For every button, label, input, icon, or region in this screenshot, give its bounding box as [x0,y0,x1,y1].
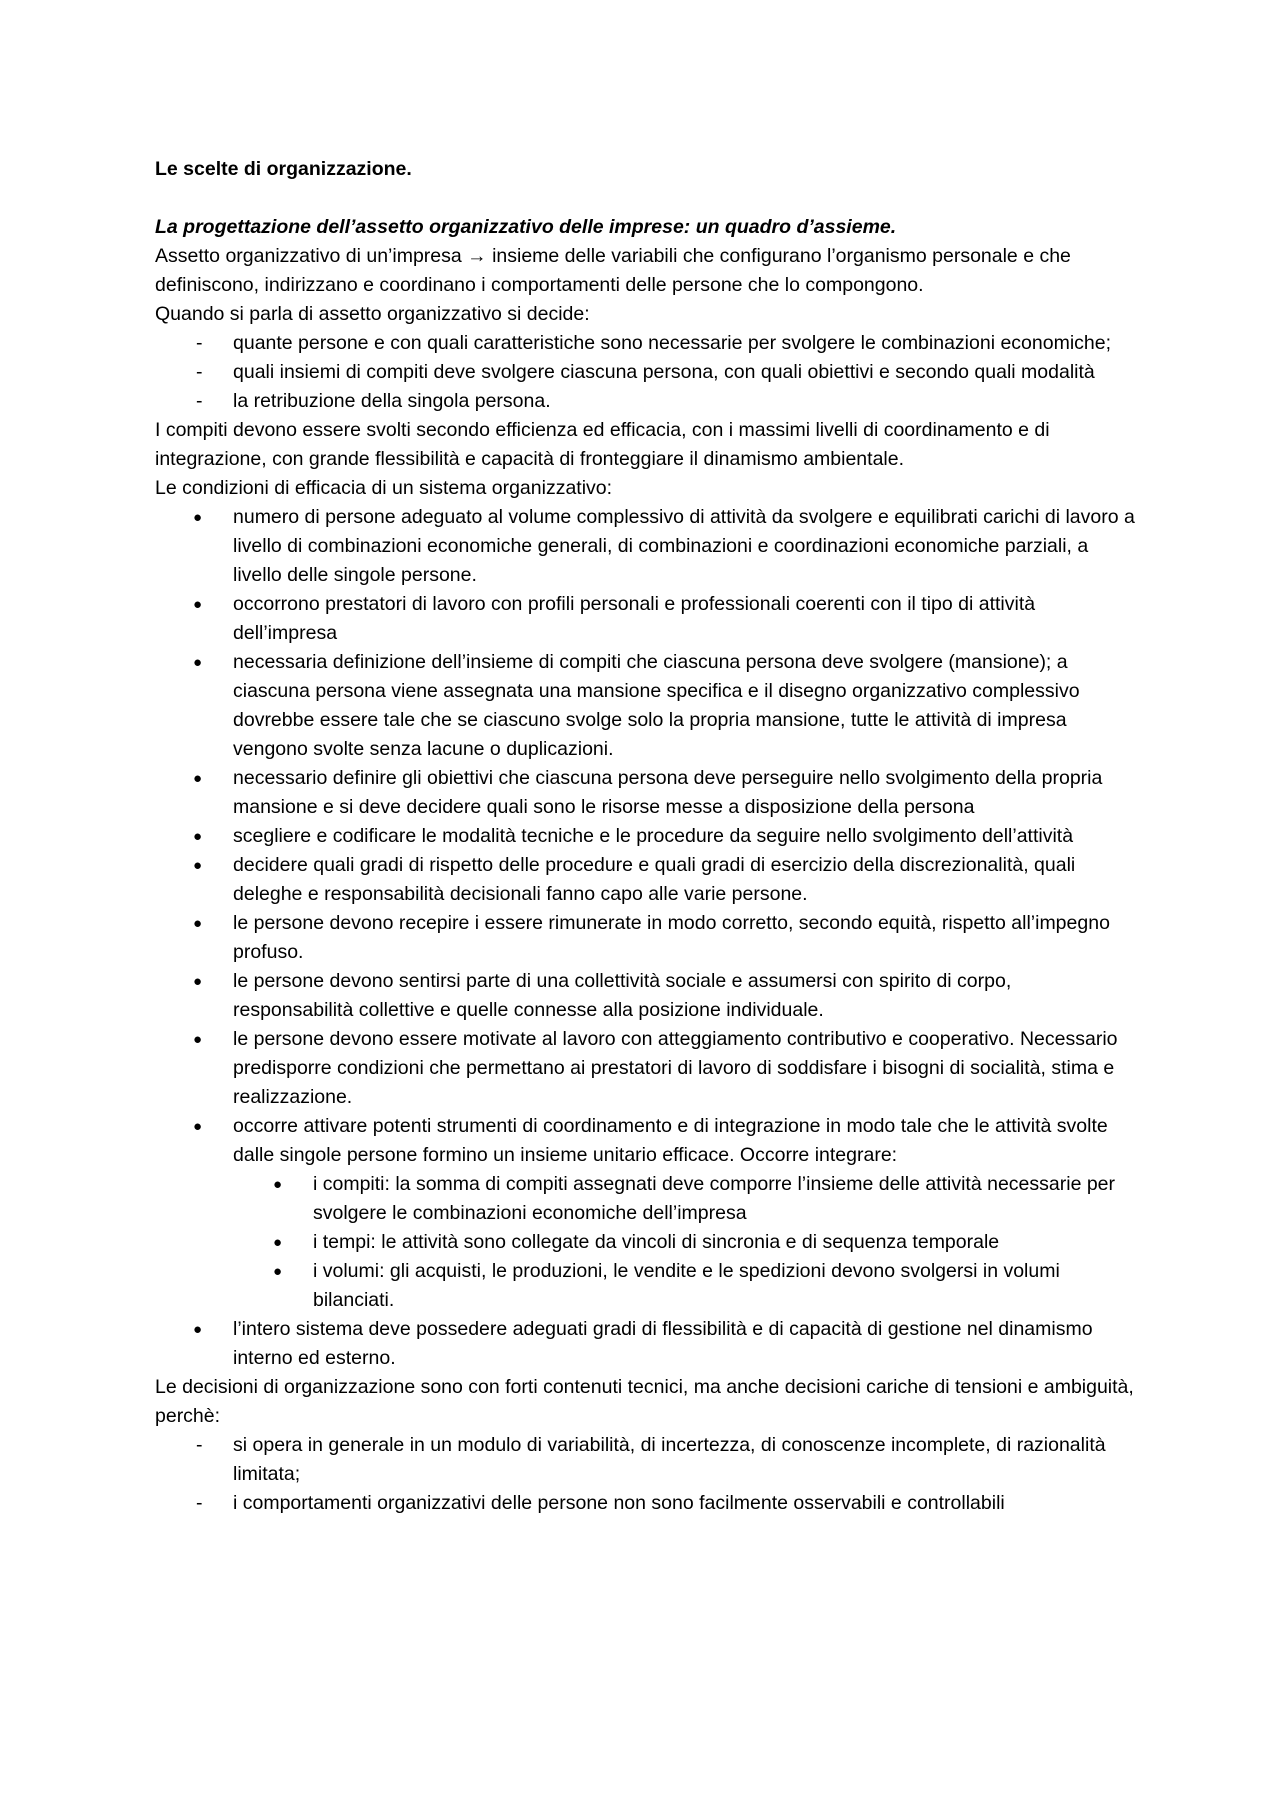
sub-list-item: ● i tempi: le attività sono collegate da vincoli di sincronia e di sequenza temporale [233,1228,1135,1257]
list-item: ● necessario definire gli obiettivi che ciascuna persona deve perseguire nello svolgimento della propria mansione e si deve decidere quali sono le risorse messe a disposizione della persona [155,764,1135,822]
intro-paragraph: Assetto organizzativo di un’impresa → insieme delle variabili che configurano l’organismo personale e che definiscono, indirizzano e coordinano i comportamenti delle persone che lo compongono. [155,245,1071,296]
list-item: - si opera in generale in un modulo di variabilità, di incertezza, di conoscenze incomplete, di razionalità limitata; [155,1431,1135,1489]
list-item: - i comportamenti organizzativi delle persone non sono facilmente osservabili e controllabili [155,1489,1135,1518]
paragraph-decisioni: Le decisioni di organizzazione sono con forti contenuti tecnici, ma anche decisioni cariche di tensioni e ambiguità, perchè: [155,1376,1134,1427]
list-item: - quante persone e con quali caratteristiche sono necessarie per svolgere le combinazioni economiche; [155,329,1135,358]
list-item: ● le persone devono recepire i essere rimunerate in modo corretto, secondo equità, rispetto all’impegno profuso. [155,909,1135,967]
intro-lead-in: Quando si parla di assetto organizzativo si decide: [155,303,590,325]
sub-list-item: ● i compiti: la somma di compiti assegnati deve comporre l’insieme delle attività necessarie per svolgere le combinazioni economiche dell’impresa [233,1170,1135,1228]
sub-list-item: ● i volumi: gli acquisti, le produzioni, le vendite e le spedizioni devono svolgersi in volumi bilanciati. [233,1257,1135,1315]
list-item: ● necessaria definizione dell’insieme di compiti che ciascuna persona deve svolgere (mansione); a ciascuna persona viene assegnata una mansione specifica e il disegno organizzativo complessivo dovrebbe essere tale che se ciascuno svolge solo la propria mansione, tutte le attività di impresa vengono svolte senza lacune o duplicazioni. [155,648,1135,764]
list-item: ● decidere quali gradi di rispetto delle procedure e quali gradi di esercizio della discrezionalità, quali deleghe e responsabilità decisionali fanno capo alle varie persone. [155,851,1135,909]
document-title: Le scelte di organizzazione. [155,158,412,180]
list-item-text: occorre attivare potenti strumenti di coordinamento e di integrazione in modo tale che le attività svolte dalle singole persone formino un insieme unitario efficace. Occorre integrare: [233,1115,1108,1166]
list-item: ● occorrono prestatori di lavoro con profili personali e professionali coerenti con il tipo di attività dell’impresa [155,590,1135,648]
list-item: - la retribuzione della singola persona. [155,387,1135,416]
list-item: - quali insiemi di compiti deve svolgere ciascuna persona, con quali obiettivi e secondo quali modalità [155,358,1135,387]
integrate-list [233,1170,1135,1315]
reasons-list [155,1431,1135,1518]
list-item: ● le persone devono essere motivate al lavoro con atteggiamento contributivo e cooperativo. Necessario predisporre condizioni che permettano ai prestatori di lavoro di soddisfare i bisogni di socialità, stima e realizzazione. [155,1025,1135,1112]
document-body [155,155,1135,1518]
paragraph-condizioni: Le condizioni di efficacia di un sistema organizzativo: [155,477,613,499]
list-item: ● l’intero sistema deve possedere adeguati gradi di flessibilità e di capacità di gestione nel dinamismo interno ed esterno. [155,1315,1135,1373]
list-item: ● le persone devono sentirsi parte di una collettività sociale e assumersi con spirito di corpo, responsabilità collettive e quelle connesse alla posizione individuale. [155,967,1135,1025]
list-item: ● scegliere e codificare le modalità tecniche e le procedure da seguire nello svolgimento dell’attività [155,822,1135,851]
list-item: ● numero di persone adeguato al volume complessivo di attività da svolgere e equilibrati carichi di lavoro a livello di combinazioni economiche generali, di combinazioni e coordinazioni economiche parziali, a livello delle singole persone. [155,503,1135,590]
conditions-list [155,503,1135,1373]
list-item [155,1112,1135,1315]
decide-list [155,329,1135,416]
section-heading: La progettazione dell’assetto organizzativo delle imprese: un quadro d’assieme. [155,216,897,238]
paragraph-compiti: I compiti devono essere svolti secondo efficienza ed efficacia, con i massimi livelli di coordinamento e di integrazione, con grande flessibilità e capacità di fronteggiare il dinamismo ambientale. [155,419,1050,470]
